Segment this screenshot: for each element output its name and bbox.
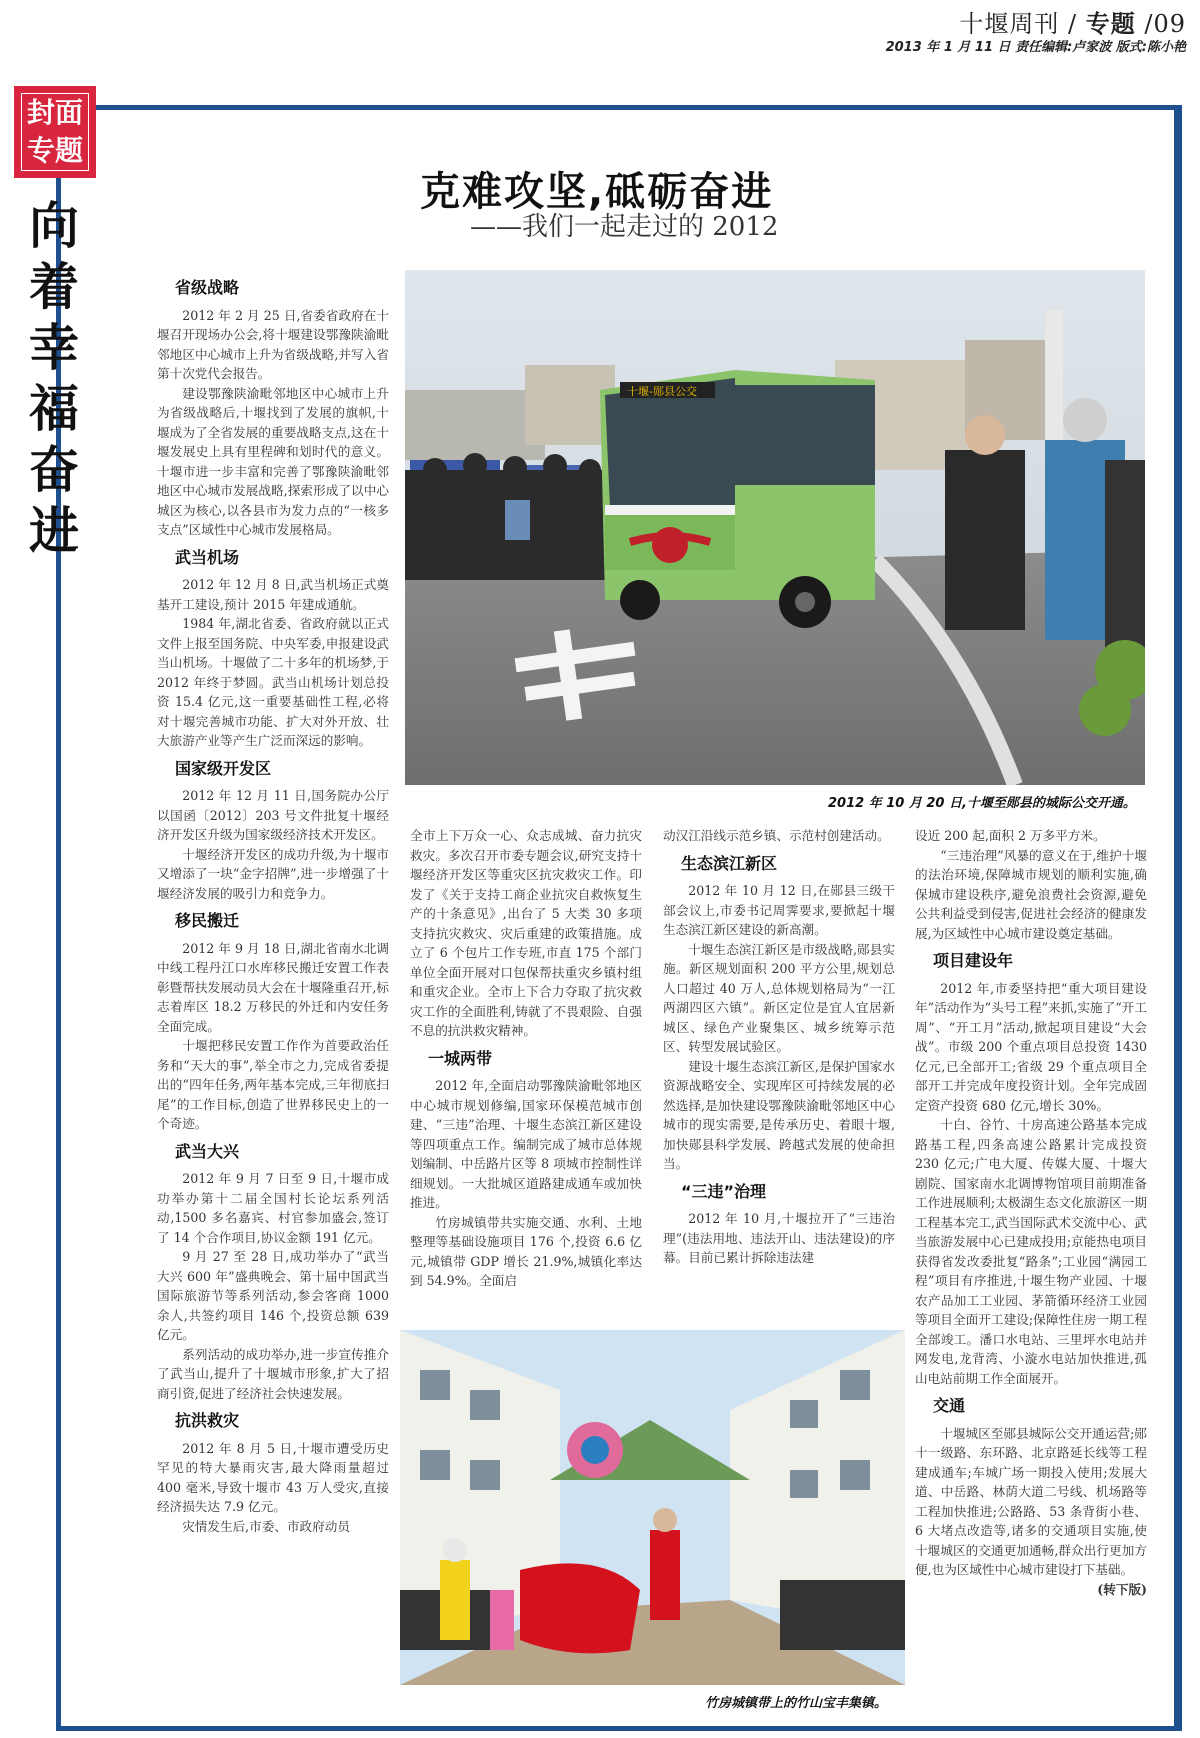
section-badge (14, 86, 96, 178)
paragraph: 十堰生态滨江新区是市级战略,郧县实施。新区规划面积 200 平方公里,规划总人口超过 40 万人,总体规划格局为“一江两湖四区六镇”。新区定位是宜人宜居新城区、绿色产业聚集区、城乡统筹示范区、转型发展试验区。 (663, 941, 895, 1054)
paragraph: 2012 年 8 月 5 日,十堰市遭受历史罕见的特大暴雨灾害,最大降雨量超过 400 毫米,导致十堰市 43 万人受灾,直接经济损失达 7.9 亿元。 (157, 1440, 389, 1514)
section-heading: 武当机场 (175, 547, 240, 567)
masthead (959, 4, 1186, 39)
sub-headline: ——我们一起走过的 2012 (470, 212, 779, 242)
paragraph: 2012 年 10 月 12 日,在郧县三级干部会议上,市委书记周霁要求,要掀起十堰生态滨江新区建设的新高潮。 (663, 883, 895, 937)
town-photo (400, 1330, 905, 1685)
paragraph: 2012 年,全面启动鄂豫陕渝毗邻地区中心城市规划修编,国家环保模范城市创建、“三违”治理、十堰生态滨江新区建设等四项重点工作。编制完成了城市总体规划编制、中岳路片区等 8 项城市控制性详细规划。一大批城区道路建成通车或加快推进。 (410, 1078, 642, 1210)
badge-line-2: 专题 (26, 134, 83, 167)
paragraph: 2012 年 2 月 25 日,省委省政府在十堰召开现场办公会,将十堰建设鄂豫陕渝毗邻地区中心城市上升为省级战略,并写入省第十次党代会报告。 (157, 307, 389, 381)
column-2 (410, 826, 642, 1291)
paragraph: 动汉江沿线示范乡镇、示范村创建活动。 (663, 828, 890, 843)
paragraph: 建设十堰生态滨江新区,是保护国家水资源战略安全、实现库区可持续发展的必然选择,是加快建设鄂豫陕渝毗邻地区中心城市的现实需要,是传承历史、着眼十堰,加快郧县科学发展、跨越式发展的使命担当。 (663, 1058, 895, 1171)
paragraph: 2012 年 9 月 7 日至 9 日,十堰市成功举办第十二届全国村长论坛系列活动,1500 多名嘉宾、村官参加盛会,签订了 14 个合作项目,协议金额 191 亿元。 (157, 1171, 389, 1245)
vertical-title-char: 进 (29, 502, 79, 560)
badge-line-1: 封面 (26, 96, 83, 129)
bus-illustration (405, 270, 1145, 785)
section-heading: 省级战略 (175, 278, 240, 297)
paragraph: 2012 年 10 月,十堰拉开了“三违治理”(违法用地、违法开山、违法建设)的序幕。目前已累计拆除违法建 (663, 1211, 895, 1265)
column-1 (157, 270, 389, 1536)
vertical-title-char: 福 (29, 380, 79, 438)
town-photo-caption: 竹房城镇带上的竹山宝丰集镇。 (705, 1696, 888, 1711)
bus-photo (405, 270, 1145, 785)
paragraph: “三违治理”风暴的意义在于,维护十堰的法治环境,保障城市规划的顺利实施,确保城市建设秩序,避免浪费社会资源,避免公共利益受到侵害,促进社会经济的健康发展,为区域性中心城市建设奠定基础。 (915, 847, 1147, 941)
page-number: /09 (1144, 10, 1186, 38)
section-heading: “三违”治理 (681, 1181, 767, 1201)
section-name: 专题 (1085, 10, 1136, 38)
section-heading: 项目建设年 (933, 951, 1014, 970)
section-heading: 抗洪救灾 (175, 1411, 240, 1430)
paragraph: 建设鄂豫陕渝毗邻地区中心城市上升为省级战略后,十堰找到了发展的旗帜,十堰成为了全省发展的重要战略支点,这在十堰发展史上具有里程碑和划时代的意义。十堰市进一步丰富和完善了鄂豫陕渝毗邻地区中心城市发展战略,探索形成了以中心城区为核心,以各县市为发力点的“一核多支点”区域性中心城市发展格局。 (157, 385, 389, 537)
section-heading: 移民搬迁 (175, 911, 240, 930)
paragraph: 2012 年 12 月 11 日,国务院办公厅以国函〔2012〕203 号文件批复十堰经济开发区升级为国家级经济技术开发区。 (157, 788, 389, 842)
paragraph: 2012 年,市委坚持把“重大项目建设年”活动作为“头号工程”来抓,实施了“开工周”、“开工月”活动,掀起项目建设“大会战”。市级 200 个重点项目总投资 1430 亿元,已全部开工;省级 29 个重点项目全部开工并完成年度投资计划。全年完成固定资产投资 680 亿元,增长 30%。 (915, 980, 1147, 1113)
badge-border (21, 93, 89, 171)
section-heading: 交通 (933, 1396, 966, 1415)
paragraph: 十堰经济开发区的成功升级,为十堰市又增添了一块“金字招牌”,进一步增强了十堰经济发展的吸引力和竞争力。 (157, 846, 389, 901)
paragraph: 十堰城区至郧县城际公交开通运营;郧十一级路、东环路、北京路延长线等工程建成通车;车城广场一期投入使用;发展大道、中岳路、林荫大道二号线、机场路等工程加快推进;公路路、53 条背街小巷、6 大堵点改造等,诸多的交通项目实施,使十堰城区的交通更加通畅,群众出行更加方便,也为区域性中心城市建设打下基础。 (915, 1425, 1147, 1577)
vertical-title-char: 向 (29, 197, 79, 255)
paragraph: 1984 年,湖北省委、省政府就以正式文件上报至国务院、中央军委,申报建设武当山机场。十堰做了二十多年的机场梦,于 2012 年终于梦圆。武当山机场计划总投资 15.4 亿元,这一重要基础性工程,必将对十堰完善城市功能、扩大对外开放、壮大旅游产业等产生广泛而深远的影响。 (157, 616, 389, 748)
publication-name: 十堰周刊 / (959, 10, 1078, 38)
edition-info: 2013 年 1 月 11 日 责任编辑:卢家波 版式:陈小艳 (885, 40, 1186, 55)
section-heading: 武当大兴 (175, 1141, 240, 1161)
paragraph: 全市上下万众一心、众志成城、奋力抗灾救灾。多次召开市委专题会议,研究支持十堰经济开发区等重灾区抗灾救灾工作。印发了《关于支持工商企业抗灾自救恢复生产的十条意见》,出台了 5 大类 30 多项支持抗灾救灾、灾后重建的政策措施。成立了 6 个包片工作专班,市直 175 个部门单位全面开展对口包保帮扶重灾乡镇村组和重灾企业。全市上下合力夺取了抗灾救灾工作的全面胜利,铸就了不畏艰险、自强不息的抗洪救灾精神。 (410, 828, 642, 1038)
continued-note: (转下版) (1097, 1581, 1147, 1597)
vertical-title-char: 幸 (29, 319, 79, 377)
page-frame-right-bar (1174, 105, 1182, 1731)
headline: 克难攻坚,砥砺奋进 (420, 169, 774, 215)
section-heading: 生态滨江新区 (681, 853, 778, 873)
town-illustration (400, 1330, 905, 1685)
paragraph: 竹房城镇带共实施交通、水利、土地整理等基础设施项目 176 个,投资 6.6 亿元,城镇带 GDP 增长 21.9%,城镇化率达到 54.9%。全面启 (410, 1214, 642, 1288)
bus-route-sign: 十堰-郧县公交 (627, 385, 697, 398)
vertical-title (24, 196, 84, 562)
column-4 (915, 826, 1147, 1599)
section-heading: 一城两带 (428, 1048, 493, 1068)
section-heading: 国家级开发区 (175, 758, 272, 778)
vertical-title-char: 着 (29, 258, 79, 316)
vertical-title-char: 奋 (29, 441, 79, 499)
paragraph: 2012 年 12 月 8 日,武当机场正式奠基开工建设,预计 2015 年建成通航。 (157, 577, 389, 612)
paragraph: 9 月 27 至 28 日,成功举办了“武当大兴 600 年”盛典晚会、第十届中国武当国际旅游节等系列活动,参会客商 1000 余人,共签约项目 146 个,投资总额 639 亿元。 (157, 1249, 389, 1342)
bus-photo-caption: 2012 年 10 月 20 日,十堰至郧县的城际公交开通。 (828, 796, 1136, 811)
paragraph: 灾情发生后,市委、市政府动员 (182, 1518, 350, 1534)
paragraph: 十白、谷竹、十房高速公路基本完成路基工程,四条高速公路累计完成投资 230 亿元;广电大厦、传媒大厦、十堰大剧院、国家南水北调博物馆项目前期准备工作进展顺利;太极湖生态文化旅游区一期工程基本完工,武当国际武术交流中心、武当旅游发展中心已建成投用;京能热电项目获得省发改委批复“路条”;工业园“满园工程”项目有序推进,十堰生物产业园、十堰农产品加工工业园、茅箭循环经济工业园等项目全面开工建设;保障性住房一期工程全部竣工。潘口水电站、三里坪水电站并网发电,龙背湾、小漩水电站加快推进,孤山电站前期工作全面展开。 (915, 1117, 1147, 1386)
paragraph: 系列活动的成功举办,进一步宣传推介了武当山,提升了十堰城市形象,扩大了招商引资,促进了经济社会快速发展。 (157, 1346, 389, 1401)
paragraph: 十堰把移民安置工作作为首要政治任务和“天大的事”,举全市之力,完成省委提出的“四年任务,两年基本完成,三年彻底扫尾”的工作目标,创造了世界移民史上的一个奇迹。 (157, 1038, 389, 1131)
paragraph: 2012 年 9 月 18 日,湖北省南水北调中线工程丹江口水库移民搬迁安置工作表彰暨帮扶发展动员大会在十堰隆重召开,标志着库区 18.2 万移民的外迁和内安任务全面完成。 (157, 940, 389, 1034)
paragraph: 设近 200 起,面积 2 万多平方米。 (915, 828, 1106, 843)
column-3 (663, 826, 895, 1268)
